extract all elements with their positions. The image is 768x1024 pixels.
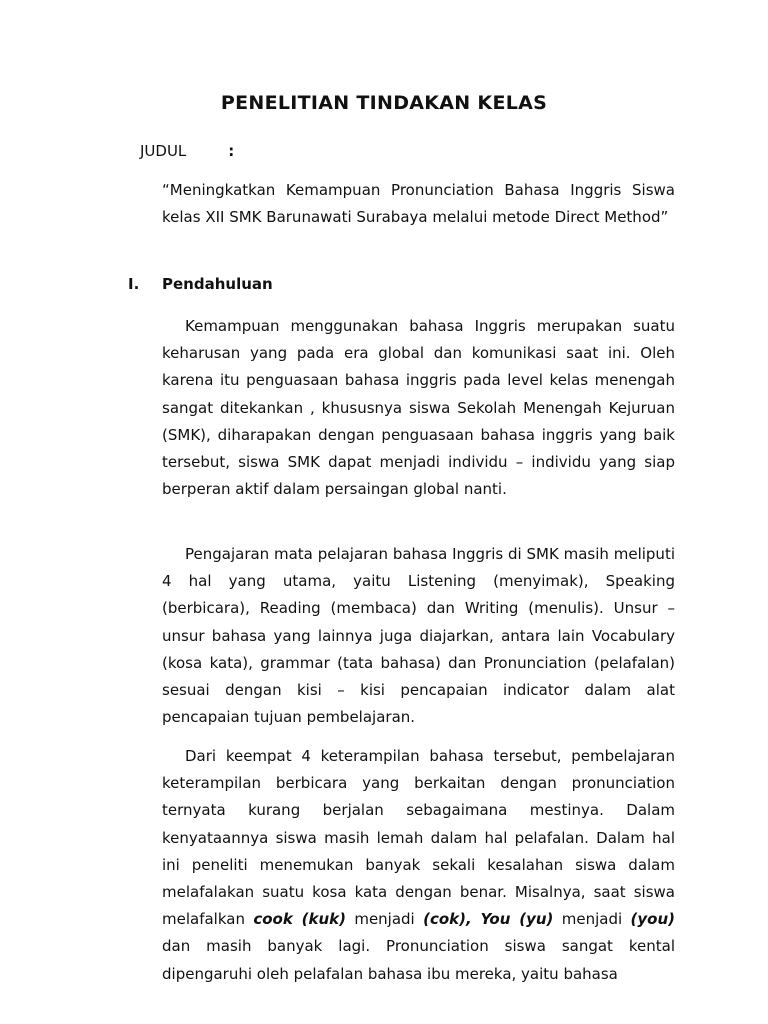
paragraph-2: Pengajaran mata pelajaran bahasa Inggris di SMK masih meliputi 4 hal yang utama, yaitu Listening (menyimak), Speaking (berbicara), Reading (membaca) dan Writing (menulis). Unsur – unsur bahasa yang lainnya juga diajarkan, antara lain Vocabulary (kosa kata), grammar (tata bahasa) dan Pronunciation (pelafalan) sesuai dengan kisi – kisi pencapaian indicator dalam alat pencapaian tujuan pembelajaran. <box>162 545 675 727</box>
document-title: PENELITIAN TINDAKAN KELAS <box>220 92 548 114</box>
paragraph-1: Kemampuan menggunakan bahasa Inggris merupakan suatu keharusan yang pada era global dan komunikasi saat ini. Oleh karena itu penguasaan bahasa inggris pada level kelas menengah sangat ditekankan , khususnya siswa Sekolah Menengah Kejuruan (SMK), diharapakan dengan penguasaan bahasa inggris yang baik tersebut, siswa SMK dapat menjadi individu – individu yang siap berperan aktif dalam persaingan global nanti. <box>162 317 675 499</box>
example-cok-you: (cok), You (yu) <box>423 910 554 929</box>
judul-colon: : <box>228 142 235 160</box>
paragraph-3 <box>162 743 675 988</box>
judul-line <box>140 142 234 160</box>
section-title: Pendahuluan <box>162 275 273 293</box>
judul-label: JUDUL <box>140 142 187 160</box>
paragraph-3-part-4: dan masih banyak lagi. Pronunciation siswa sangat kental dipengaruhi oleh pelafalan bahasa ibu mereka, yaitu bahasa <box>162 937 675 983</box>
example-cook: cook (kuk) <box>253 910 346 929</box>
example-you: (you) <box>630 910 675 929</box>
paragraph-3-part-2: menjadi <box>345 910 424 929</box>
judul-text: “Meningkatkan Kemampuan Pronunciation Bahasa Inggris Siswa kelas XII SMK Barunawati Surabaya melalui metode Direct Method” <box>162 181 675 227</box>
section-number: I. <box>128 275 140 293</box>
paragraph-3-part-1: Dari keempat 4 keterampilan bahasa tersebut, pembelajaran keterampilan berbicara yang berkaitan dengan pronunciation ternyata kurang berjalan sebagaimana mestinya. Dalam kenyataannya siswa masih lemah dalam hal pelafalan. Dalam hal ini peneliti menemukan banyak sekali kesalahan siswa dalam melafalakan suatu kosa kata dengan benar. Misalnya, saat siswa melafalkan <box>162 747 675 929</box>
paragraph-3-part-3: menjadi <box>553 910 631 929</box>
